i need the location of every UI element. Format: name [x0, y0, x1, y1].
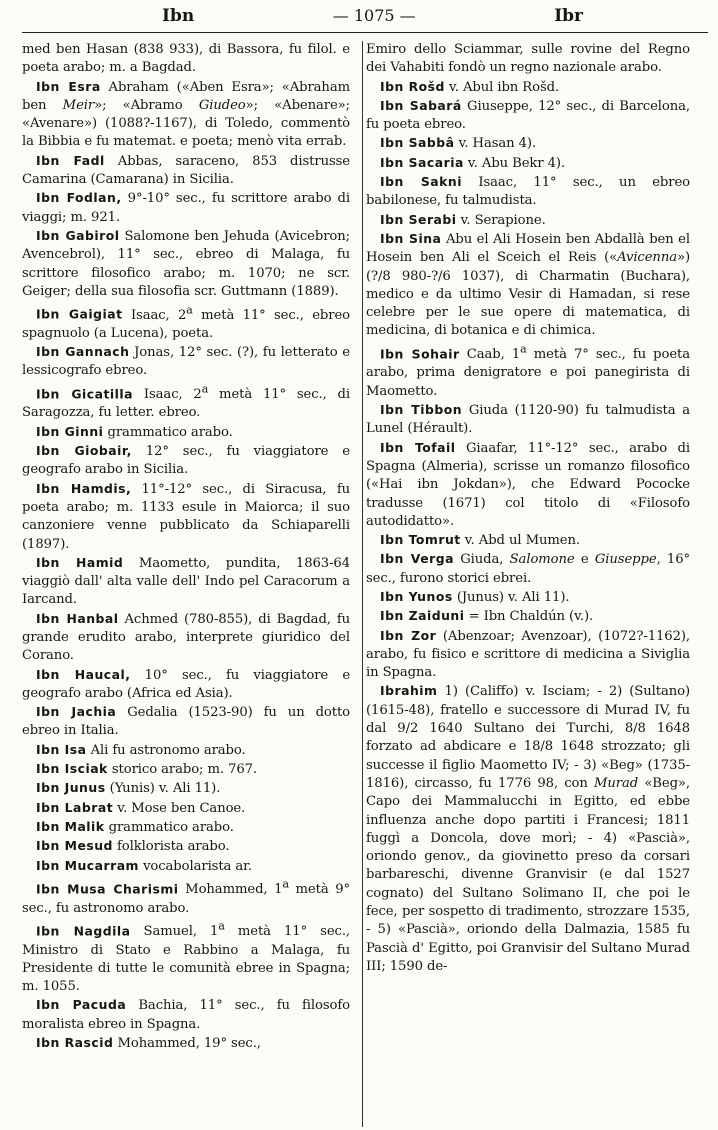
dictionary-entry: [22, 1034, 350, 1053]
entry-body: v. Serapione.: [460, 212, 546, 228]
entry-headword: Ibn Ginni: [36, 423, 104, 439]
dictionary-entry: [366, 41, 690, 78]
entry-headword: Ibn Verga: [380, 551, 454, 567]
right-column: [356, 41, 690, 1053]
entry-body: Samuel, 1$^a$ metà 11° sec., Ministro di Stato e Rabbino a Malaga, fu Presidente di tutte le comunità ebree in Spagna; m. 1055.: [22, 919, 351, 995]
running-header: [22, 6, 708, 33]
entry-body: folklorista arabo.: [117, 839, 230, 855]
entry-headword: Ibn Rascid: [36, 1035, 114, 1050]
entry-body: vocabolarista ar.: [143, 858, 253, 874]
entry-headword: Ibn Sakni: [380, 174, 462, 190]
entry-body: 12° sec., fu viaggiatore e geografo arabo in Sicilia.: [22, 444, 350, 478]
entry-body: Maometto, pundita, 1863-64 viaggiò dall' alta valle dell' Indo pel Caracorum a Iarcand.: [22, 555, 351, 608]
entry-headword: Ibn Hanbal: [36, 610, 119, 626]
entry-headword: Ibn Sabbâ: [380, 135, 455, 151]
dictionary-entry: [366, 607, 690, 626]
entry-body: 11°-12° sec., di Siracusa, fu poeta arabo; m. 1133 esule in Maiorca; il suo canzoniere venne pubblicato da Schiaparelli (1897).: [22, 481, 350, 552]
dictionary-entry: [22, 876, 350, 918]
left-column: [22, 41, 356, 1053]
entry-headword: Ibn Giobair,: [36, 443, 132, 459]
entry-body: Gedalia (1523-90) fu un dotto ebreo in Italia.: [22, 705, 350, 739]
entry-headword: Ibn Zaiduni: [380, 608, 465, 624]
entry-body: Giuseppe, 12° sec., di Barcelona, fu poeta ebreo.: [366, 98, 691, 133]
dictionary-entry: [22, 818, 350, 837]
entry-body: (Junus) v. Ali 11).: [456, 590, 570, 605]
dictionary-entry: [22, 857, 350, 876]
entry-body: Giuda (1120-90) fu talmudista a Lunel (Hérault).: [366, 403, 691, 437]
entry-headword: Ibn Isa: [36, 741, 87, 757]
entry-body: med ben Hasan (838 933), di Bassora, fu filol. e poeta arabo; m. a Bagdad.: [22, 42, 350, 76]
dictionary-entry: [22, 301, 350, 343]
entry-headword: Ibn Haucal,: [36, 666, 131, 682]
entry-headword: Ibn Fodlan,: [36, 190, 122, 206]
entry-headword: Ibn Nagdila: [36, 923, 131, 939]
entry-headword: Ibn Mucarram: [36, 857, 139, 873]
entry-headword: Ibrahim: [380, 683, 438, 699]
dictionary-entry: [22, 996, 350, 1034]
entry-body: Giaafar, 11°-12° sec., arabo di Spagna (Almeria), scrisse un romanzo filosofico («Hai ibn Jokdan»), che Edward Pococke tradusse (1671) col titolo di «Filosofo autodidatto».: [366, 440, 690, 529]
dictionary-entry: [22, 554, 350, 610]
entry-body: v. Abul ibn Rošd.: [449, 79, 560, 95]
entry-headword: Ibn Yunos: [380, 589, 453, 604]
dictionary-entry: [22, 381, 350, 423]
dictionary-entry: [366, 230, 690, 341]
entry-headword: Ibn Tibbon: [380, 402, 463, 418]
entry-body: v. Abu Bekr 4).: [467, 155, 566, 171]
entry-body: Abraham («Aben Esra»; «Abraham ben Meir»; «Abramo Giudeo»; «Abenare»; «Avenare») (1088?-1167), di Toledo, commentò la Bibbia e fu matemat. e poeta; menò vita errab.: [22, 79, 350, 150]
entry-body: Bachia, 11° sec., fu filosofo moralista ebreo in Spagna.: [22, 998, 351, 1032]
header-left-guideword: Ibn: [162, 6, 195, 26]
entry-headword: Ibn Gaigiat: [36, 306, 123, 322]
entry-headword: Ibn Gabirol: [36, 227, 120, 243]
dictionary-entry: [22, 610, 350, 666]
entry-body: 10° sec., fu viaggiatore e geografo arabo (Africa ed Asia).: [22, 667, 351, 701]
dictionary-entry: [366, 97, 690, 135]
entry-body: Mohammed, 1$^a$ metà 9° sec., fu astronomo arabo.: [22, 877, 351, 916]
entry-body: Giuda, Salomone e Giuseppe, 16° sec., furono storici ebrei.: [366, 552, 691, 586]
dictionary-entry: [22, 343, 350, 381]
entry-headword: Ibn Zor: [380, 627, 437, 643]
dictionary-entry: [366, 531, 690, 550]
entry-body: Abu el Ali Hosein ben Abdallà ben el Hosein ben Ali el Sceich el Reis («Avicenna») (?/8 980-?/6 1037), di Charmatin (Buchara), medico e da ultimo Vesir di Hamadan, si rese celebre per le sue opere di matematica, di medicina, di botanica e di chimica.: [366, 231, 691, 339]
entry-headword: Ibn Hamid: [36, 554, 124, 570]
dictionary-entry: [22, 227, 350, 301]
entry-headword: Ibn Sacaria: [380, 154, 464, 170]
entry-body: (Yunis) v. Ali 11).: [109, 781, 221, 797]
entry-body: grammatico arabo.: [107, 424, 233, 440]
entry-body: Jonas, 12° sec. (?), fu letterato e lessicografo ebreo.: [22, 345, 351, 379]
entry-body: Emiro dello Sciammar, sulle rovine del Regno dei Vahabiti fondò un regno nazionale arabo.: [366, 42, 690, 76]
dictionary-entry: [22, 189, 350, 227]
entry-headword: Ibn Musa Charismi: [36, 881, 179, 897]
dictionary-entry: [366, 439, 690, 531]
entry-body: Mohammed, 19° sec.,: [117, 1036, 261, 1051]
entry-headword: Ibn Labrat: [36, 799, 114, 815]
dictionary-entry: [366, 78, 690, 97]
entry-headword: Ibn Isciak: [36, 761, 108, 777]
entry-body: v. Hasan 4).: [458, 136, 537, 152]
entry-headword: Ibn Jachia: [36, 704, 117, 720]
entry-headword: Ibn Hamdis,: [36, 480, 132, 496]
dictionary-entry: [22, 480, 350, 554]
dictionary-entry: [366, 550, 690, 588]
page-number: — 1075 —: [332, 6, 416, 25]
dictionary-entry: [366, 154, 690, 173]
entry-body: 1) (Califfo) v. Isciam; - 2) (Sultano) (1615-48), fratello e successore di Murad IV, fu dal 9/2 1640 Sultano dei Turchi, 8/8 1648 forzato ad abdicare e 18/8 1648 strozzato; gli successe il figlio Maometto IV; - 3) «Beg» (1735-1816), circasso, fu 1776 98, con Murad «Beg», Capo dei Mammalucchi in Egitto, ed ebbe influenza anche dopo partiti i Francesi; 1811 fuggì a Doncola, dove morì; - 4) «Pascià», oriondo genov., da giovinetto preso da corsari barbareschi, divenne Granvisir (e dal 1527 cognato) del Sultano Solimano II, che poi le fece, per sospetto di tradimento, strozzare 1535, - 5) «Pascià», oriondo della Dalmazia, 1585 fu Pascià d' Egitto, poi Granvisir del Sultano Murad III; 1590 de-: [366, 684, 690, 974]
text-columns: [22, 41, 708, 1053]
dictionary-entry: [22, 799, 350, 818]
dictionary-entry: [22, 152, 350, 190]
entry-body: Achmed (780-855), di Bagdad, fu grande erudito arabo, interprete giuridico del Corano.: [22, 611, 351, 664]
entry-body: storico arabo; m. 767.: [111, 762, 258, 778]
dictionary-entry: [22, 78, 350, 152]
entry-headword: Ibn Tomrut: [380, 532, 461, 548]
dictionary-entry: [366, 401, 690, 439]
entry-body: grammatico arabo.: [108, 819, 234, 835]
dictionary-entry: [22, 741, 350, 760]
dictionary-entry: [366, 173, 690, 211]
dictionary-entry: [366, 134, 690, 153]
entry-body: 9°-10° sec., fu scrittore arabo di viaggi; m. 921.: [22, 191, 351, 225]
dictionary-entry: [22, 666, 350, 704]
dictionary-entry: [22, 837, 350, 856]
entry-headword: Ibn Tofail: [380, 439, 456, 455]
dictionary-entry: [22, 423, 350, 442]
entry-headword: Ibn Esra: [36, 78, 101, 94]
entry-body: (Abenzoar; Avenzoar), (1072?-1162), arabo, fu fisico e scrittore di medicina a Siviglia in Spagna.: [366, 628, 690, 681]
entry-body: Isaac, 2$^a$ metà 11° sec., ebreo spagnuolo (a Lucena), poeta.: [22, 303, 351, 341]
entry-headword: Ibn Serabi: [380, 211, 457, 227]
entry-headword: Ibn Pacuda: [36, 997, 127, 1013]
dictionary-entry: [22, 760, 350, 779]
entry-headword: Ibn Sohair: [380, 346, 460, 362]
entry-headword: Ibn Fadl: [36, 152, 105, 168]
entry-body: = Ibn Chaldún (v.).: [468, 609, 594, 625]
dictionary-entry: [22, 918, 350, 997]
entry-body: v. Abd ul Mumen.: [464, 533, 580, 549]
entry-body: Isaac, 11° sec., un ebreo babilonese, fu talmudista.: [366, 175, 690, 209]
entry-body: Isaac, 2$^a$ metà 11° sec., di Saragozza, fu letter. ebreo.: [22, 382, 351, 421]
dictionary-entry: [366, 211, 690, 230]
dictionary-entry: [22, 41, 350, 78]
entry-body: v. Mose ben Canoe.: [117, 800, 246, 816]
entry-headword: Ibn Rošd: [380, 78, 445, 94]
entry-headword: Ibn Sabará: [380, 97, 462, 113]
dictionary-entry: [366, 627, 690, 683]
entry-body: Caab, 1$^a$ metà 7° sec., fu poeta arabo, prima denigratore e poi panegirista di Maometto.: [366, 342, 690, 399]
entry-headword: Ibn Junus: [36, 780, 106, 796]
column-divider: [362, 41, 363, 1127]
header-right-guideword: Ibr: [554, 6, 583, 26]
dictionary-entry: [22, 779, 350, 798]
entry-headword: Ibn Sina: [380, 230, 442, 246]
entry-headword: Ibn Mesud: [36, 838, 113, 854]
dictionary-entry: [366, 341, 690, 401]
dictionary-entry: [22, 703, 350, 741]
dictionary-entry: [366, 682, 690, 976]
entry-body: Abbas, saraceno, 853 distrusse Camarina (Camarana) in Sicilia.: [22, 153, 350, 188]
entry-headword: Ibn Gicatilla: [36, 386, 134, 402]
entry-body: Salomone ben Jehuda (Avicebron; Avencebrol), 11° sec., ebreo di Malaga, fu scrittore filosofico arabo; m. 1070; ne scr. Geiger; della sua filosofia scr. Guttmann (1889).: [22, 228, 350, 299]
dictionary-entry: [22, 442, 350, 480]
entry-headword: Ibn Malik: [36, 818, 105, 834]
entry-headword: Ibn Gannach: [36, 344, 130, 360]
dictionary-entry: [366, 588, 690, 607]
entry-body: Ali fu astronomo arabo.: [90, 742, 246, 758]
